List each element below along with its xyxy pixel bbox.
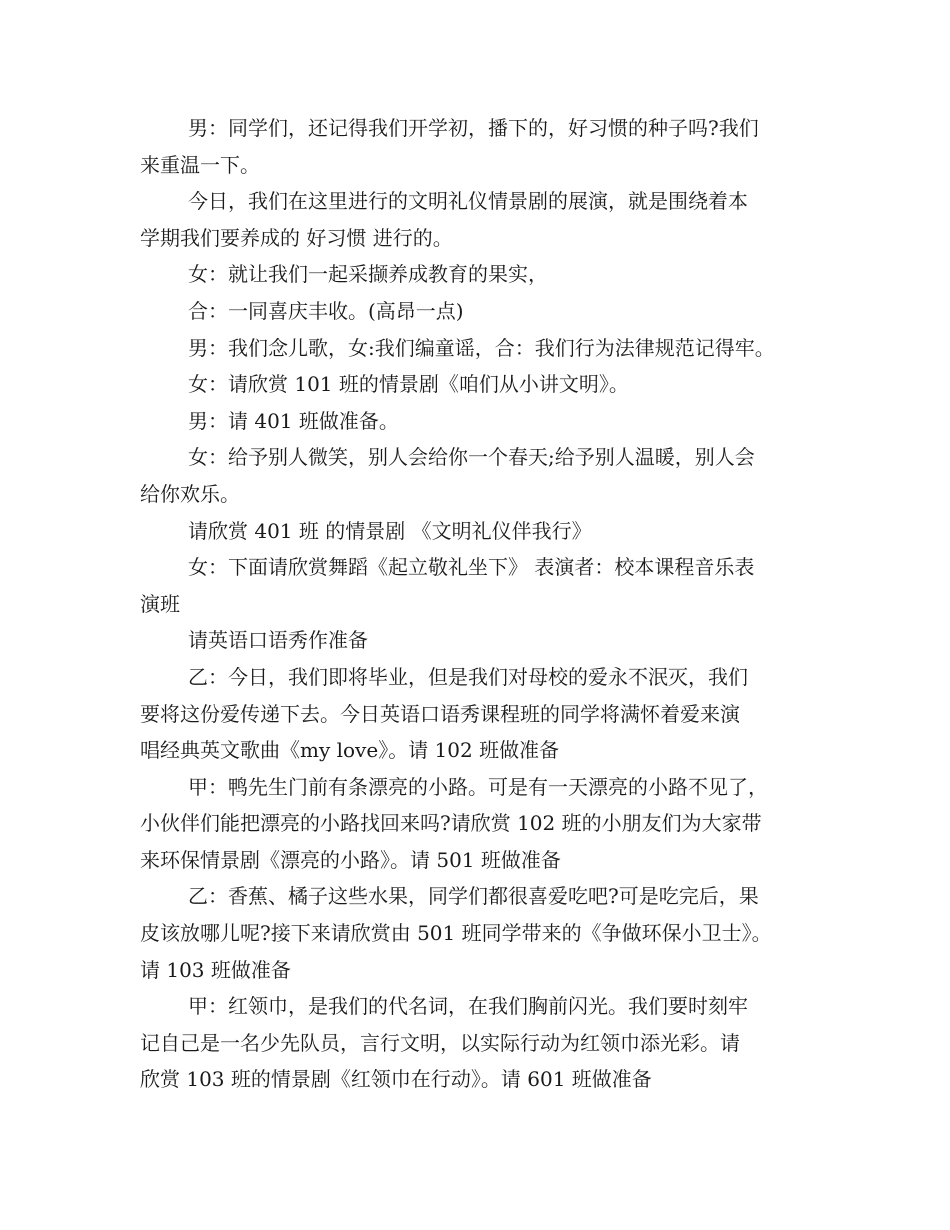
paragraph: [140, 366, 820, 403]
paragraph-line: 甲：红领巾，是我们的代名词，在我们胸前闪光。我们要时刻牢: [188, 994, 748, 1019]
paragraph-line: 乙：今日，我们即将毕业，但是我们对母校的爱永不泯灭，我们: [188, 664, 748, 689]
paragraph: [140, 659, 820, 769]
paragraph-line: 甲：鸭先生门前有条漂亮的小路。可是有一天漂亮的小路不见了，: [188, 774, 768, 799]
paragraph-line: 唱经典英文歌曲《my love》。请 102 班做准备: [140, 738, 560, 763]
paragraph: [140, 330, 820, 367]
paragraph-line: 来重温一下。: [140, 152, 260, 177]
paragraph: [140, 988, 820, 1098]
paragraph-line: 请欣赏 401 班 的情景剧 《文明礼仪伴我行》: [188, 518, 592, 543]
paragraph: [140, 622, 820, 659]
document-body: [140, 110, 820, 1098]
paragraph: [140, 439, 820, 512]
paragraph-line: 给你欢乐。: [140, 481, 240, 506]
paragraph-line: 男：同学们，还记得我们开学初，播下的，好习惯的种子吗?我们: [188, 116, 759, 140]
paragraph-line: 女：就让我们一起采撷养成教育的果实，: [188, 262, 548, 287]
paragraph-line: 欣赏 103 班的情景剧《红领巾在行动》。请 601 班做准备: [140, 1067, 652, 1092]
paragraph: [140, 256, 820, 293]
paragraph: [140, 878, 820, 988]
paragraph-line: 演班: [140, 591, 180, 616]
paragraph-line: 乙：香蕉、橘子这些水果，同学们都很喜爱吃吧?可是吃完后，果: [188, 884, 759, 909]
paragraph: [140, 549, 820, 622]
paragraph-line: 请英语口语秀作准备: [188, 628, 368, 653]
paragraph-line: 来环保情景剧《漂亮的小路》。请 501 班做准备: [140, 847, 561, 872]
paragraph: [140, 183, 820, 256]
paragraph-line: 女：请欣赏 101 班的情景剧《咱们从小讲文明》。: [188, 372, 629, 397]
paragraph-line: 要将这份爱传递下去。今日英语口语秀课程班的同学将满怀着爱来演: [140, 701, 740, 726]
paragraph-line: 男：我们念儿歌，女:我们编童谣，合：我们行为法律规范记得牢。: [188, 335, 775, 360]
paragraph-line: 请 103 班做准备: [140, 957, 291, 982]
paragraph-line: 小伙伴们能把漂亮的小路找回来吗?请欣赏 102 班的小朋友们为大家带: [140, 811, 762, 836]
paragraph-line: 学期我们要养成的 好习惯 进行的。: [140, 225, 453, 250]
paragraph: [140, 110, 820, 183]
paragraph-line: 合：一同喜庆丰收。(高昂一点): [188, 298, 464, 323]
paragraph: [140, 513, 820, 550]
paragraph: [140, 403, 820, 440]
paragraph-line: 记自己是一名少先队员，言行文明，以实际行动为红领巾添光彩。请: [140, 1030, 740, 1055]
paragraph: [140, 769, 820, 879]
paragraph-line: 女：给予别人微笑，别人会给你一个春天;给予别人温暖，别人会: [188, 445, 755, 470]
paragraph-line: 女：下面请欣赏舞蹈《起立敬礼坐下》 表演者：校本课程音乐表: [188, 555, 755, 580]
paragraph-line: 皮该放哪儿呢?接下来请欣赏由 501 班同学带来的《争做环保小卫士》。: [140, 921, 772, 946]
paragraph-line: 男：请 401 班做准备。: [188, 408, 399, 433]
paragraph: [140, 293, 820, 330]
paragraph-line: 今日，我们在这里进行的文明礼仪情景剧的展演，就是围绕着本: [188, 189, 748, 214]
